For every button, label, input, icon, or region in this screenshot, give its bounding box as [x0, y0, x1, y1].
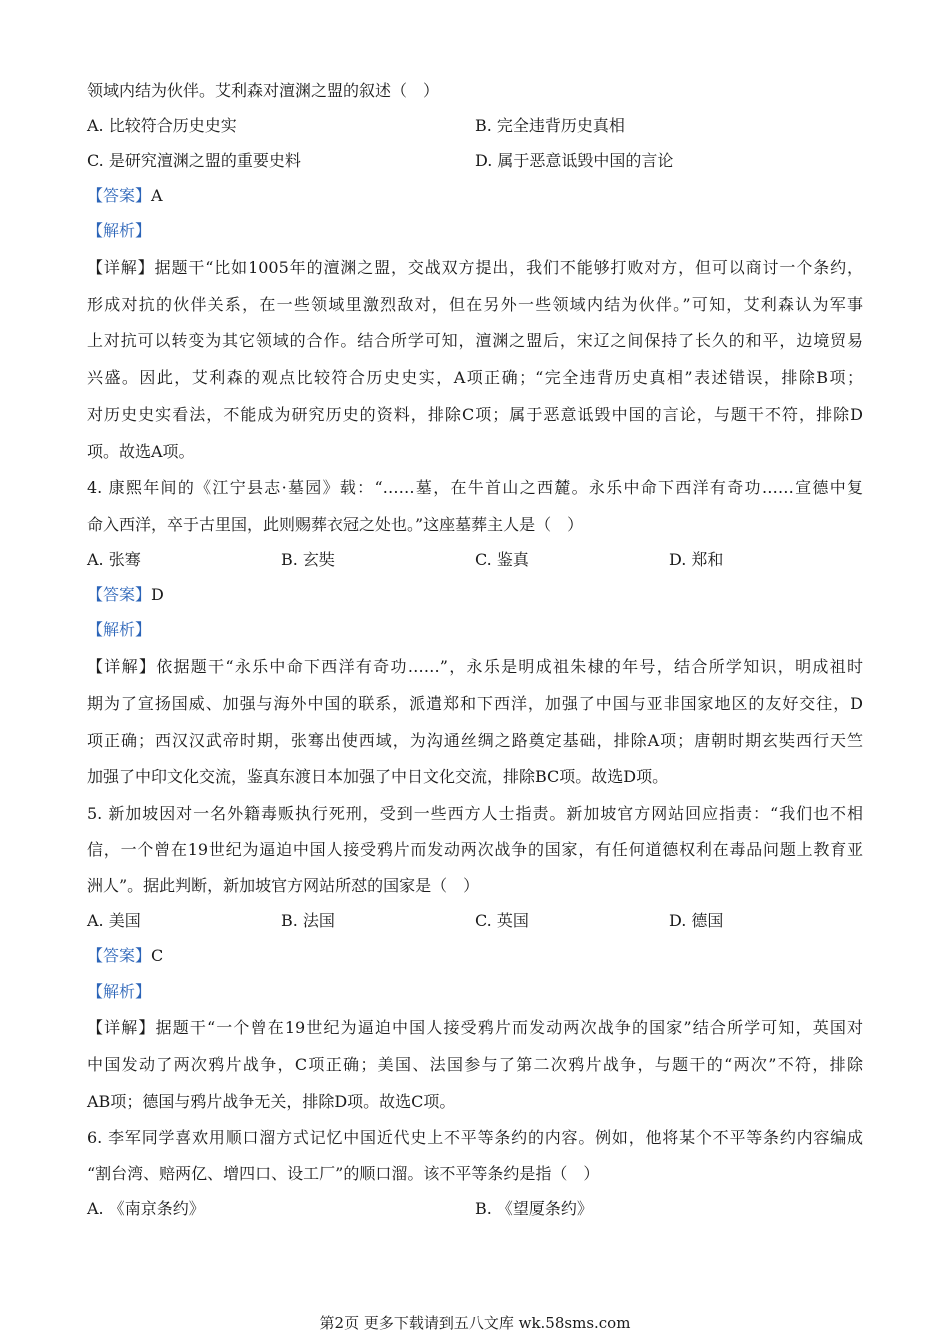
- q3-option-c: C. 是研究澶渊之盟的重要史料: [87, 151, 301, 170]
- q3-detail-line: 项。故选A项。: [87, 442, 195, 461]
- q4-stem-line: 4. 康熙年间的《江宁县志·墓园》载：“……墓，在牛首山之西麓。永乐中命下西洋有奇功……宣德中复: [87, 478, 863, 497]
- q3-analysis-tag: 【解析】: [87, 221, 152, 240]
- q4-option-a: A. 张骞: [87, 550, 141, 569]
- q5-detail-line: [87, 1017, 863, 1039]
- answer-value: D: [151, 585, 164, 604]
- page-footer: 第2页 更多下载请到五八文库 wk.58sms.com: [319, 1314, 631, 1332]
- q3-detail-line: 对历史史实看法，不能成为研究历史的资料，排除C项；属于恶意诋毁中国的言论，与题干不符，排除D: [87, 405, 863, 424]
- detail-tag: 【详解】: [87, 1018, 156, 1037]
- q4-option-c: C. 鉴真: [475, 550, 529, 569]
- q4-option-d: D. 郑和: [669, 550, 724, 569]
- detail-tag: 【详解】: [87, 258, 155, 277]
- q5-answer: [87, 945, 863, 967]
- q3-option-a: A. 比较符合历史史实: [87, 116, 237, 135]
- answer-value: A: [151, 186, 163, 205]
- detail-text: 依据题干“永乐中命下西洋有奇功……”，永乐是明成祖朱棣的年号，结合所学知识，明成祖时: [156, 657, 863, 676]
- answer-tag: 【答案】: [87, 946, 152, 965]
- q6-stem-line: 6. 李军同学喜欢用顺口溜方式记忆中国近代史上不平等条约的内容。例如，他将某个不平等条约内容编成: [87, 1128, 863, 1147]
- q5-stem-line: 信，一个曾在19世纪为逼迫中国人接受鸦片而发动两次战争的国家，有任何道德权利在毒品问题上教育亚: [87, 840, 863, 859]
- q3-stem: 领域内结为伙伴。艾利森对澶渊之盟的叙述（ ）: [87, 81, 440, 100]
- q5-detail-line: AB项；德国与鸦片战争无关，排除D项。故选C项。: [87, 1092, 456, 1111]
- q3-detail-line: [87, 257, 863, 279]
- q5-stem-line: 洲人”。据此判断，新加坡官方网站所怼的国家是（ ）: [87, 876, 480, 895]
- q5-stem-line: 5. 新加坡因对一名外籍毒贩执行死刑，受到一些西方人士指责。新加坡官方网站回应指责：“我们也不相: [87, 804, 863, 823]
- q4-analysis-tag: 【解析】: [87, 620, 152, 639]
- detail-text: 据题干“比如1005年的澶渊之盟，交战双方提出，我们不能够打败对方，但可以商讨一个条约，: [154, 258, 863, 277]
- q3-option-b: B. 完全违背历史真相: [475, 116, 625, 135]
- q3-answer: [87, 185, 863, 207]
- q3-option-d: D. 属于恶意诋毁中国的言论: [475, 151, 674, 170]
- q5-option-b: B. 法国: [281, 911, 335, 930]
- q4-detail-line: 加强了中印文化交流，鉴真东渡日本加强了中日文化交流，排除BC项。故选D项。: [87, 767, 669, 786]
- q3-detail-line: 上对抗可以转变为其它领域的合作。结合所学可知，澶渊之盟后，宋辽之间保持了长久的和平，边境贸易: [87, 331, 863, 350]
- q4-detail-line: 期为了宣扬国威、加强与海外中国的联系，派遣郑和下西洋，加强了中国与亚非国家地区的友好交往，D: [87, 694, 863, 713]
- answer-tag: 【答案】: [87, 186, 152, 205]
- q5-option-d: D. 德国: [669, 911, 724, 930]
- q6-option-b: B. 《望厦条约》: [475, 1199, 593, 1218]
- detail-text: 据题干“一个曾在19世纪为逼迫中国人接受鸦片而发动两次战争的国家”结合所学可知，英国对: [155, 1018, 863, 1037]
- q4-answer: [87, 584, 863, 606]
- q6-stem-line: “割台湾、赔两亿、增四口、设工厂”的顺口溜。该不平等条约是指（ ）: [87, 1164, 600, 1183]
- q4-detail-line: 项正确；西汉汉武帝时期，张骞出使西域，为沟通丝绸之路奠定基础，排除A项；唐朝时期玄奘西行天竺: [87, 731, 863, 750]
- answer-tag: 【答案】: [87, 585, 152, 604]
- answer-value: C: [151, 946, 164, 965]
- q5-option-a: A. 美国: [87, 911, 141, 930]
- q4-option-b: B. 玄奘: [281, 550, 335, 569]
- q6-option-a: A. 《南京条约》: [87, 1199, 205, 1218]
- q5-option-c: C. 英国: [475, 911, 529, 930]
- detail-tag: 【详解】: [87, 657, 157, 676]
- q5-detail-line: 中国发动了两次鸦片战争，C项正确；美国、法国参与了第二次鸦片战争，与题干的“两次”不符，排除: [87, 1055, 863, 1074]
- q3-detail-line: 形成对抗的伙伴关系，在一些领域里激烈敌对，但在另外一些领域内结为伙伴。”可知，艾利森认为军事: [87, 295, 863, 314]
- q4-detail-line: [87, 656, 863, 678]
- q5-analysis-tag: 【解析】: [87, 982, 152, 1001]
- q3-detail-line: 兴盛。因此，艾利森的观点比较符合历史史实，A项正确；“完全违背历史真相”表述错误，排除B项；: [87, 368, 863, 387]
- q4-stem-line: 命入西洋，卒于古里国，此则赐葬衣冠之处也。”这座墓葬主人是（ ）: [87, 515, 584, 534]
